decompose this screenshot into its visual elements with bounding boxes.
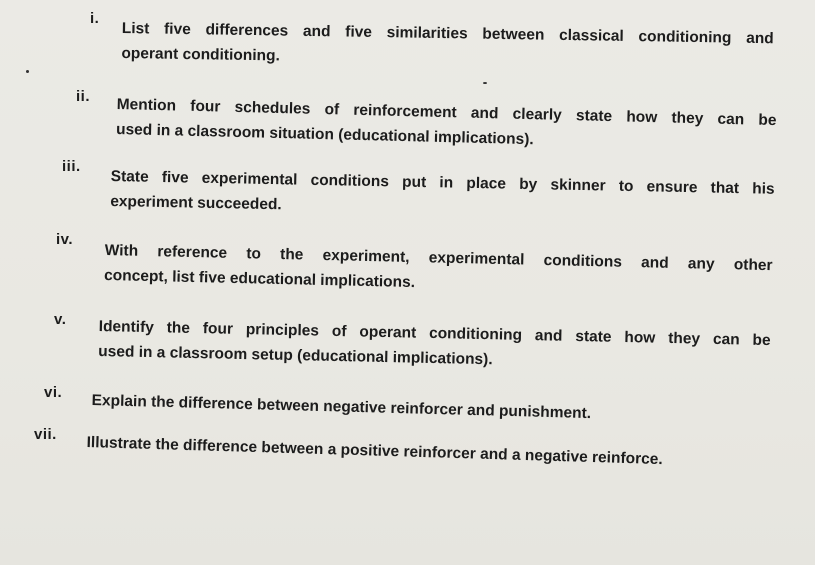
question-text: experiment succeeded. — [110, 192, 282, 214]
question-text: List five differences and five similarities between classical conditioning and — [121, 19, 774, 48]
question-numeral: iv. — [56, 231, 74, 248]
question-numeral: ii. — [76, 88, 91, 105]
question-item — [121, 16, 774, 76]
question-item — [110, 164, 775, 227]
question-item — [98, 314, 771, 378]
question-numeral: i. — [90, 10, 100, 27]
question-item — [116, 92, 777, 158]
question-text: With reference to the experiment, experimental conditions and any other — [104, 241, 773, 275]
question-text: operant conditioning. — [121, 44, 280, 65]
question-text: used in a classroom setup (educational implications). — [98, 342, 493, 369]
paper-speck — [26, 70, 29, 73]
question-item — [91, 388, 691, 429]
question-text: Illustrate the difference between a positive reinforcer and a negative reinforce. — [86, 433, 663, 469]
question-text: Explain the difference between negative reinforcer and punishment. — [91, 391, 592, 423]
question-text: used in a classroom situation (educational implications). — [115, 120, 534, 149]
question-text: Identify the four principles of operant conditioning and state how they can be — [98, 317, 771, 350]
question-text: Mention four schedules of reinforcement and clearly state how they can be — [116, 95, 777, 130]
question-item — [86, 430, 776, 475]
question-text: concept, list five educational implications. — [103, 266, 416, 292]
paper-speck — [483, 82, 487, 84]
question-numeral: iii. — [62, 158, 81, 175]
question-numeral: v. — [54, 311, 67, 328]
question-item — [104, 238, 773, 303]
question-numeral: vi. — [44, 384, 63, 401]
question-text: State five experimental conditions put in place by skinner to ensure that his — [110, 167, 775, 198]
question-numeral: vii. — [34, 426, 57, 443]
